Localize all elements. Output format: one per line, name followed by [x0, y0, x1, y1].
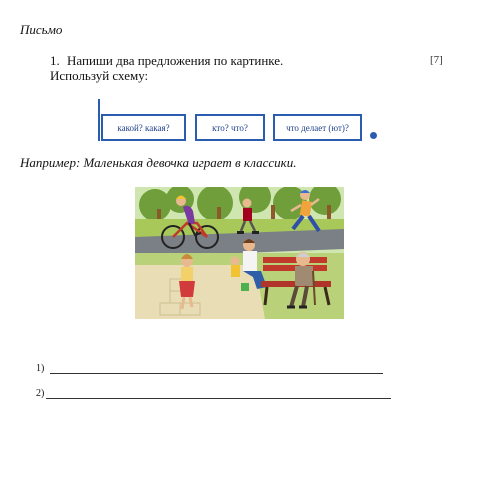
- answer-field-2[interactable]: [46, 388, 391, 399]
- points-label: [7]: [430, 54, 443, 66]
- scheme-box-predicate: что делает (ют)?: [273, 114, 362, 141]
- task-line-1: Напиши два предложения по картинке.: [67, 53, 284, 68]
- answer-label-2: 2): [36, 388, 45, 399]
- answer-label-1: 1): [36, 363, 45, 374]
- answer-line-1: [36, 363, 383, 374]
- task-line-2: Используй схему:: [50, 68, 149, 83]
- task-instruction: [50, 53, 283, 83]
- park-illustration: [135, 187, 344, 319]
- section-title: Письмо: [20, 22, 63, 37]
- scheme-box-subject: кто? что?: [195, 114, 265, 141]
- example-sentence: Например: Маленькая девочка играет в классики.: [20, 155, 297, 170]
- answer-field-1[interactable]: [50, 363, 383, 374]
- scheme-end-dot: [370, 132, 377, 139]
- answer-line-2: [36, 388, 391, 399]
- scheme-start-bar: [98, 99, 100, 141]
- scheme-box-adjective: какой? какая?: [101, 114, 186, 141]
- task-number: 1.: [50, 53, 60, 68]
